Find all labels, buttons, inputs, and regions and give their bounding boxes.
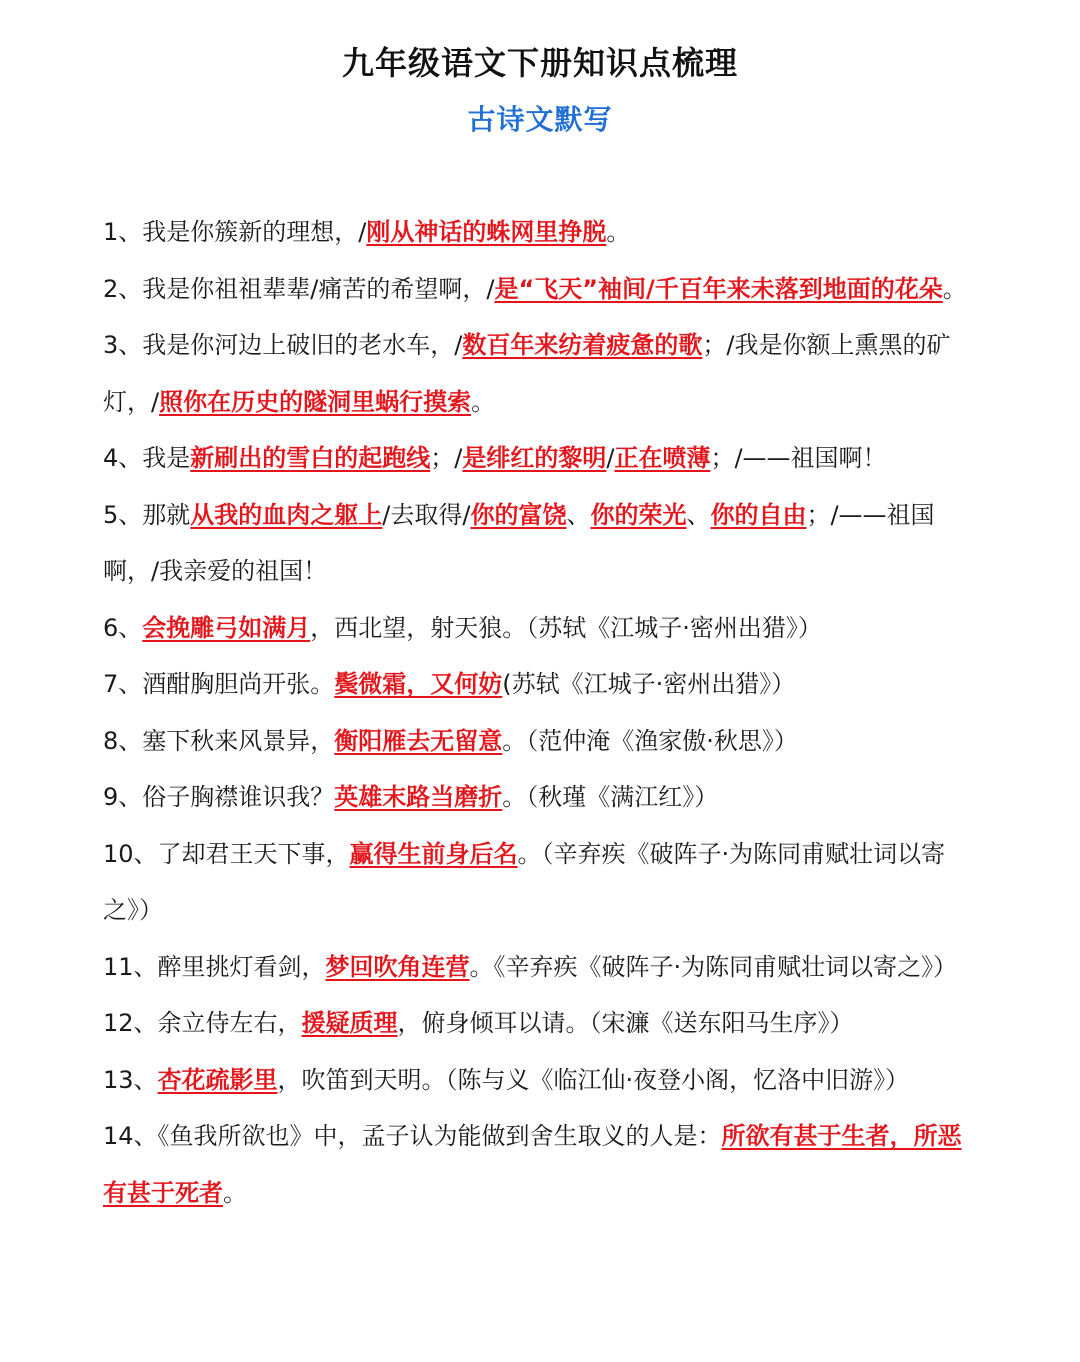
answer-text: 你的自由 <box>710 500 807 529</box>
prompt-text: 。（辛弃疾《破阵子·为陈同甫赋壮词以寄之》） <box>103 839 946 924</box>
prompt-text: ；/我是你额上熏黑的矿灯，/ <box>103 331 951 416</box>
prompt-text: /去取得/ <box>382 500 471 529</box>
list-item <box>103 939 983 996</box>
prompt-text: 12、余立侍左右， <box>103 1009 302 1037</box>
list-item <box>103 995 983 1052</box>
section-subtitle: 古诗文默写 <box>467 103 613 136</box>
prompt-text: 。 <box>223 1178 247 1207</box>
list-item <box>103 204 983 261</box>
prompt-text: ，西北望，射天狼。（苏轼《江城子·密州出猎》） <box>310 613 822 642</box>
list-item <box>103 769 983 826</box>
answer-text: 会挽雕弓如满月 <box>142 613 311 642</box>
answer-text: 是绯红的黎明 <box>462 444 607 472</box>
list-item <box>103 430 983 487</box>
prompt-text: 、 <box>566 500 591 529</box>
prompt-text: ，吹笛到天明。（陈与义《临江仙·夜登小阁，忆洛中旧游》） <box>277 1065 910 1094</box>
prompt-text: ；/——祖国啊，/我亲爱的祖国！ <box>103 500 935 585</box>
prompt-text: 。 <box>471 387 496 416</box>
answer-text: 是“飞天”袖间/千百年来未落到地面的花朵 <box>494 274 943 303</box>
answer-text: 梦回吹角连营 <box>325 952 470 981</box>
answer-text: 照你在历史的隧洞里蜗行摸索 <box>159 387 472 416</box>
prompt-text: 5、那就 <box>103 500 191 529</box>
page-title: 九年级语文下册知识点梳理 <box>341 44 738 82</box>
answer-text: 援疑质理 <box>301 1009 398 1037</box>
list-item <box>103 261 983 318</box>
list-item <box>103 487 983 600</box>
prompt-text: 7、酒酣胸胆尚开张。 <box>103 670 335 698</box>
prompt-text: / <box>606 444 615 472</box>
prompt-text: 3、我是你河边上破旧的老水车，/ <box>103 331 463 359</box>
list-item <box>103 317 983 430</box>
answer-text: 英雄末路当磨折 <box>334 783 503 811</box>
prompt-text: 6、 <box>103 613 143 642</box>
answer-text: 鬓微霜，又何妨 <box>334 670 503 698</box>
prompt-text: ；/ <box>430 444 463 472</box>
prompt-text: ，俯身倾耳以请。（宋濂《送东阳马生序》） <box>397 1009 854 1037</box>
answer-text: 新刷出的雪白的起跑线 <box>190 444 431 472</box>
answer-text: 正在喷薄 <box>614 444 711 472</box>
prompt-text: 4、我是 <box>103 444 191 472</box>
answer-text: 衡阳雁去无留意 <box>334 726 503 755</box>
prompt-text: (苏轼《江城子·密州出猎》） <box>502 670 796 698</box>
prompt-text: 10、了却君王天下事， <box>103 839 350 868</box>
answer-text: 从我的血肉之躯上 <box>190 500 383 529</box>
prompt-text: 8、塞下秋来风景异， <box>103 726 335 755</box>
prompt-text: 。《辛弃疾《破阵子·为陈同甫赋壮词以寄之》） <box>469 952 958 981</box>
list-item <box>103 713 983 770</box>
answer-text: 你的富饶 <box>470 500 567 529</box>
prompt-text: 、 <box>686 500 711 529</box>
prompt-text: 。 <box>606 218 631 246</box>
list-item <box>103 1052 983 1109</box>
prompt-text: 。（范仲淹《渔家傲·秋思》） <box>502 726 798 755</box>
list-item <box>103 600 983 657</box>
recitation-list <box>103 204 983 1221</box>
answer-text: 刚从神话的蛛网里挣脱 <box>366 218 607 246</box>
list-item <box>103 656 983 713</box>
prompt-text: 14、《鱼我所欲也》中，孟子认为能做到舍生取义的人是： <box>103 1122 722 1150</box>
prompt-text: 11、醉里挑灯看剑， <box>103 952 326 981</box>
prompt-text: 2、我是你祖祖辈辈/痛苦的希望啊，/ <box>103 274 495 303</box>
list-item <box>103 826 983 939</box>
prompt-text: ；/——祖国啊！ <box>710 444 887 472</box>
answer-text: 所欲有甚于生者，所恶有甚于死者 <box>103 1122 962 1207</box>
answer-text: 赢得生前身后名 <box>349 839 518 868</box>
list-item <box>103 1108 983 1221</box>
prompt-text: 。 <box>942 274 967 303</box>
answer-text: 杏花疏影里 <box>157 1065 278 1094</box>
answer-text: 你的荣光 <box>590 500 687 529</box>
prompt-text: 13、 <box>103 1065 158 1094</box>
prompt-text: 1、我是你簇新的理想，/ <box>103 218 367 246</box>
prompt-text: 9、俗子胸襟谁识我？ <box>103 783 335 811</box>
answer-text: 数百年来纺着疲惫的歌 <box>462 331 703 359</box>
prompt-text: 。（秋瑾《满江红》） <box>502 783 719 811</box>
